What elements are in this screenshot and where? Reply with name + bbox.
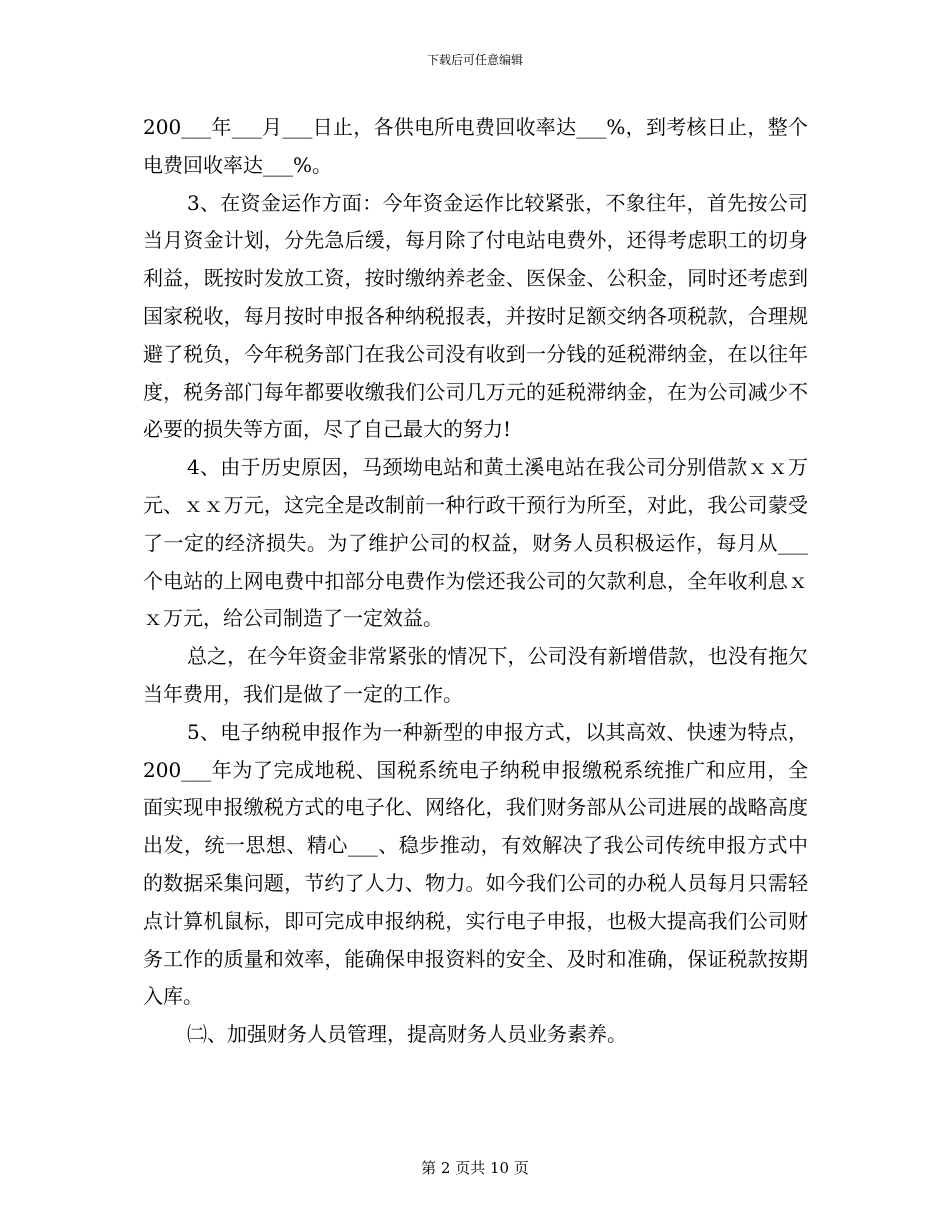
page-header: 下载后可任意编辑 [426,53,523,67]
document-body [143,109,808,1054]
paragraph-4: 总之，在今年资金非常紧张的情况下，公司没有新增借款，也没有拖欠当年费用，我们是做了一定的工作。 [143,644,808,706]
paragraph-1: 200___年___月___日止，各供电所电费回收率达___%，到考核日止，整个电费回收率达___%。 [143,115,808,177]
paragraph-3: 4、由于历史原因，马颈坳电站和黄土溪电站在我公司分别借款ｘｘ万元、ｘｘ万元，这完全是改制前一种行政干预行为所至，对此，我公司蒙受了一定的经济损失。为了维护公司的权益，财务人员积极运作，每月从___个电站的上网电费中扣部分电费作为偿还我公司的欠款利息，全年收利息ｘｘ万元，给公司制造了一定效益。 [143,455,808,631]
paragraph-2: 3、在资金运作方面：今年资金运作比较紧张，不象往年，首先按公司当月资金计划，分先急后缓，每月除了付电站电费外，还得考虑职工的切身利益，既按时发放工资，按时缴纳养老金、医保金、公积金，同时还考虑到国家税收，每月按时申报各种纳税报表，并按时足额交纳各项税款，合理规避了税负，今年税务部门在我公司没有收到一分钱的延税滞纳金，在以往年度，税务部门每年都要收缴我们公司几万元的延税滞纳金，在为公司减少不必要的损失等方面，尽了自己最大的努力! [143,190,808,442]
page-number-footer: 第 2 页共 10 页 [421,1159,529,1177]
paragraph-6: ㈡、加强财务人员管理，提高财务人员业务素养。 [187,1022,627,1047]
paragraph-5: 5、电子纳税申报作为一种新型的申报方式，以其高效、快速为特点，200___年为了完成地税、国税系统电子纳税申报缴税系统推广和应用，全面实现申报缴税方式的电子化、网络化，我们财务部从公司进展的战略高度出发，统一思想、精心___、稳步推动，有效解决了我公司传统申报方式中的数据采集问题，节约了人力、物力。如今我们公司的办税人员每月只需轻点计算机鼠标，即可完成申报纳税，实行电子申报，也极大提高我们公司财务工作的质量和效率，能确保申报资料的安全、及时和准确，保证税款按期入库。 [143,719,808,1009]
